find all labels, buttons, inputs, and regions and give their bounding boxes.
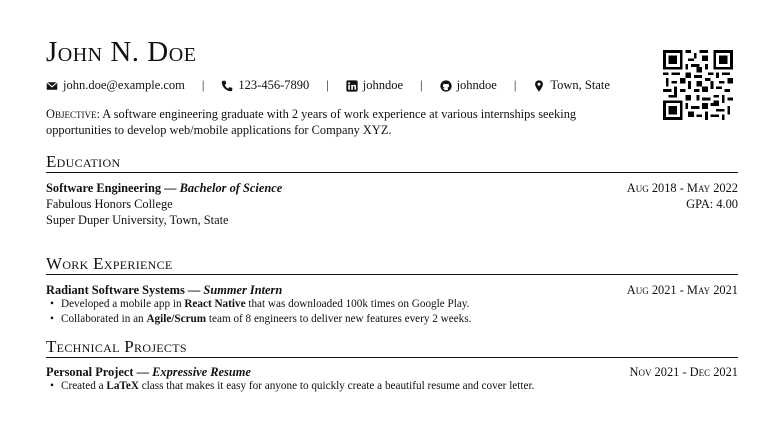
project-line: [46, 364, 251, 380]
separator: |: [326, 78, 329, 92]
work-entry-header: [46, 282, 738, 298]
list-item: [46, 379, 738, 394]
project-name: Expressive Resume: [152, 365, 251, 379]
dash: —: [161, 181, 180, 195]
education-entry-header: [46, 180, 738, 196]
education-college-row: [46, 196, 738, 212]
role-name: Summer Intern: [203, 283, 283, 297]
dash: —: [133, 365, 153, 379]
bullet-text: team of 8 engineers to deliver new features every 2 weeks.: [206, 313, 472, 325]
education-dates: Aug 2018 - May 2022: [626, 181, 738, 195]
dash: —: [184, 283, 204, 297]
project-entry-header: [46, 364, 738, 380]
work-dates: Aug 2021 - May 2021: [626, 283, 738, 297]
list-item: [46, 297, 738, 312]
college-name: Fabulous Honors College: [46, 197, 173, 211]
objective-text: A software engineering graduate with 2 years of work experience at various internships seeking opportunities to develop web/mobile applications for Company XYZ.: [46, 107, 577, 137]
objective: [46, 106, 626, 138]
email-text: john.doe@example.com: [63, 78, 185, 92]
objective-label: Objective:: [46, 107, 100, 121]
phone-icon: [221, 80, 233, 92]
location-text: Town, State: [550, 78, 610, 92]
contact-location: [533, 78, 610, 93]
education-university-row: [46, 212, 738, 228]
work-bullets: [46, 297, 738, 327]
bullet-text: class that makes it easy for anyone to quickly create a beautiful resume and cover letter.: [138, 380, 535, 392]
github-text: johndoe: [456, 78, 497, 92]
contact-row: [46, 78, 646, 93]
section-title-education: Education: [46, 153, 738, 173]
gpa: GPA: 4.00: [686, 197, 738, 211]
project-bullets: [46, 379, 738, 394]
separator: |: [201, 78, 205, 92]
contact-phone[interactable]: [221, 78, 309, 93]
section-title-work: Work Experience: [46, 255, 738, 275]
bullet-bold: LaTeX: [106, 380, 139, 392]
envelope-icon: [46, 80, 58, 92]
list-item: [46, 312, 738, 327]
candidate-name: John N. Doe: [46, 36, 197, 68]
contact-github[interactable]: [440, 78, 497, 93]
contact-email[interactable]: [46, 78, 185, 93]
separator: |: [420, 78, 423, 92]
phone-text: 123-456-7890: [238, 78, 310, 92]
project-type: Personal Project: [46, 365, 134, 379]
bullet-text: that was downloaded 100k times on Google Play.: [245, 298, 470, 310]
map-pin-icon: [533, 80, 545, 92]
bullet-text: Created a: [61, 380, 107, 392]
education-degree-line: [46, 180, 282, 196]
university-name: Super Duper University, Town, State: [46, 213, 229, 227]
linkedin-icon: [346, 80, 358, 92]
separator: |: [513, 78, 517, 92]
contact-linkedin[interactable]: [346, 78, 403, 93]
bullet-text: Collaborated in an: [61, 313, 147, 325]
project-dates: Nov 2021 - Dec 2021: [629, 365, 738, 379]
bullet-bold: React Native: [184, 298, 246, 310]
linkedin-text: johndoe: [362, 78, 404, 92]
bullet-text: Developed a mobile app in: [61, 298, 185, 310]
degree-program: Software Engineering: [46, 181, 162, 195]
bullet-bold: Agile/Scrum: [146, 313, 207, 325]
work-role-line: [46, 282, 282, 298]
github-icon: [440, 80, 452, 92]
qr-code[interactable]: [663, 50, 733, 120]
company-name: Radiant Software Systems: [46, 283, 185, 297]
section-title-projects: Technical Projects: [46, 338, 738, 358]
degree-name: Bachelor of Science: [179, 181, 283, 195]
